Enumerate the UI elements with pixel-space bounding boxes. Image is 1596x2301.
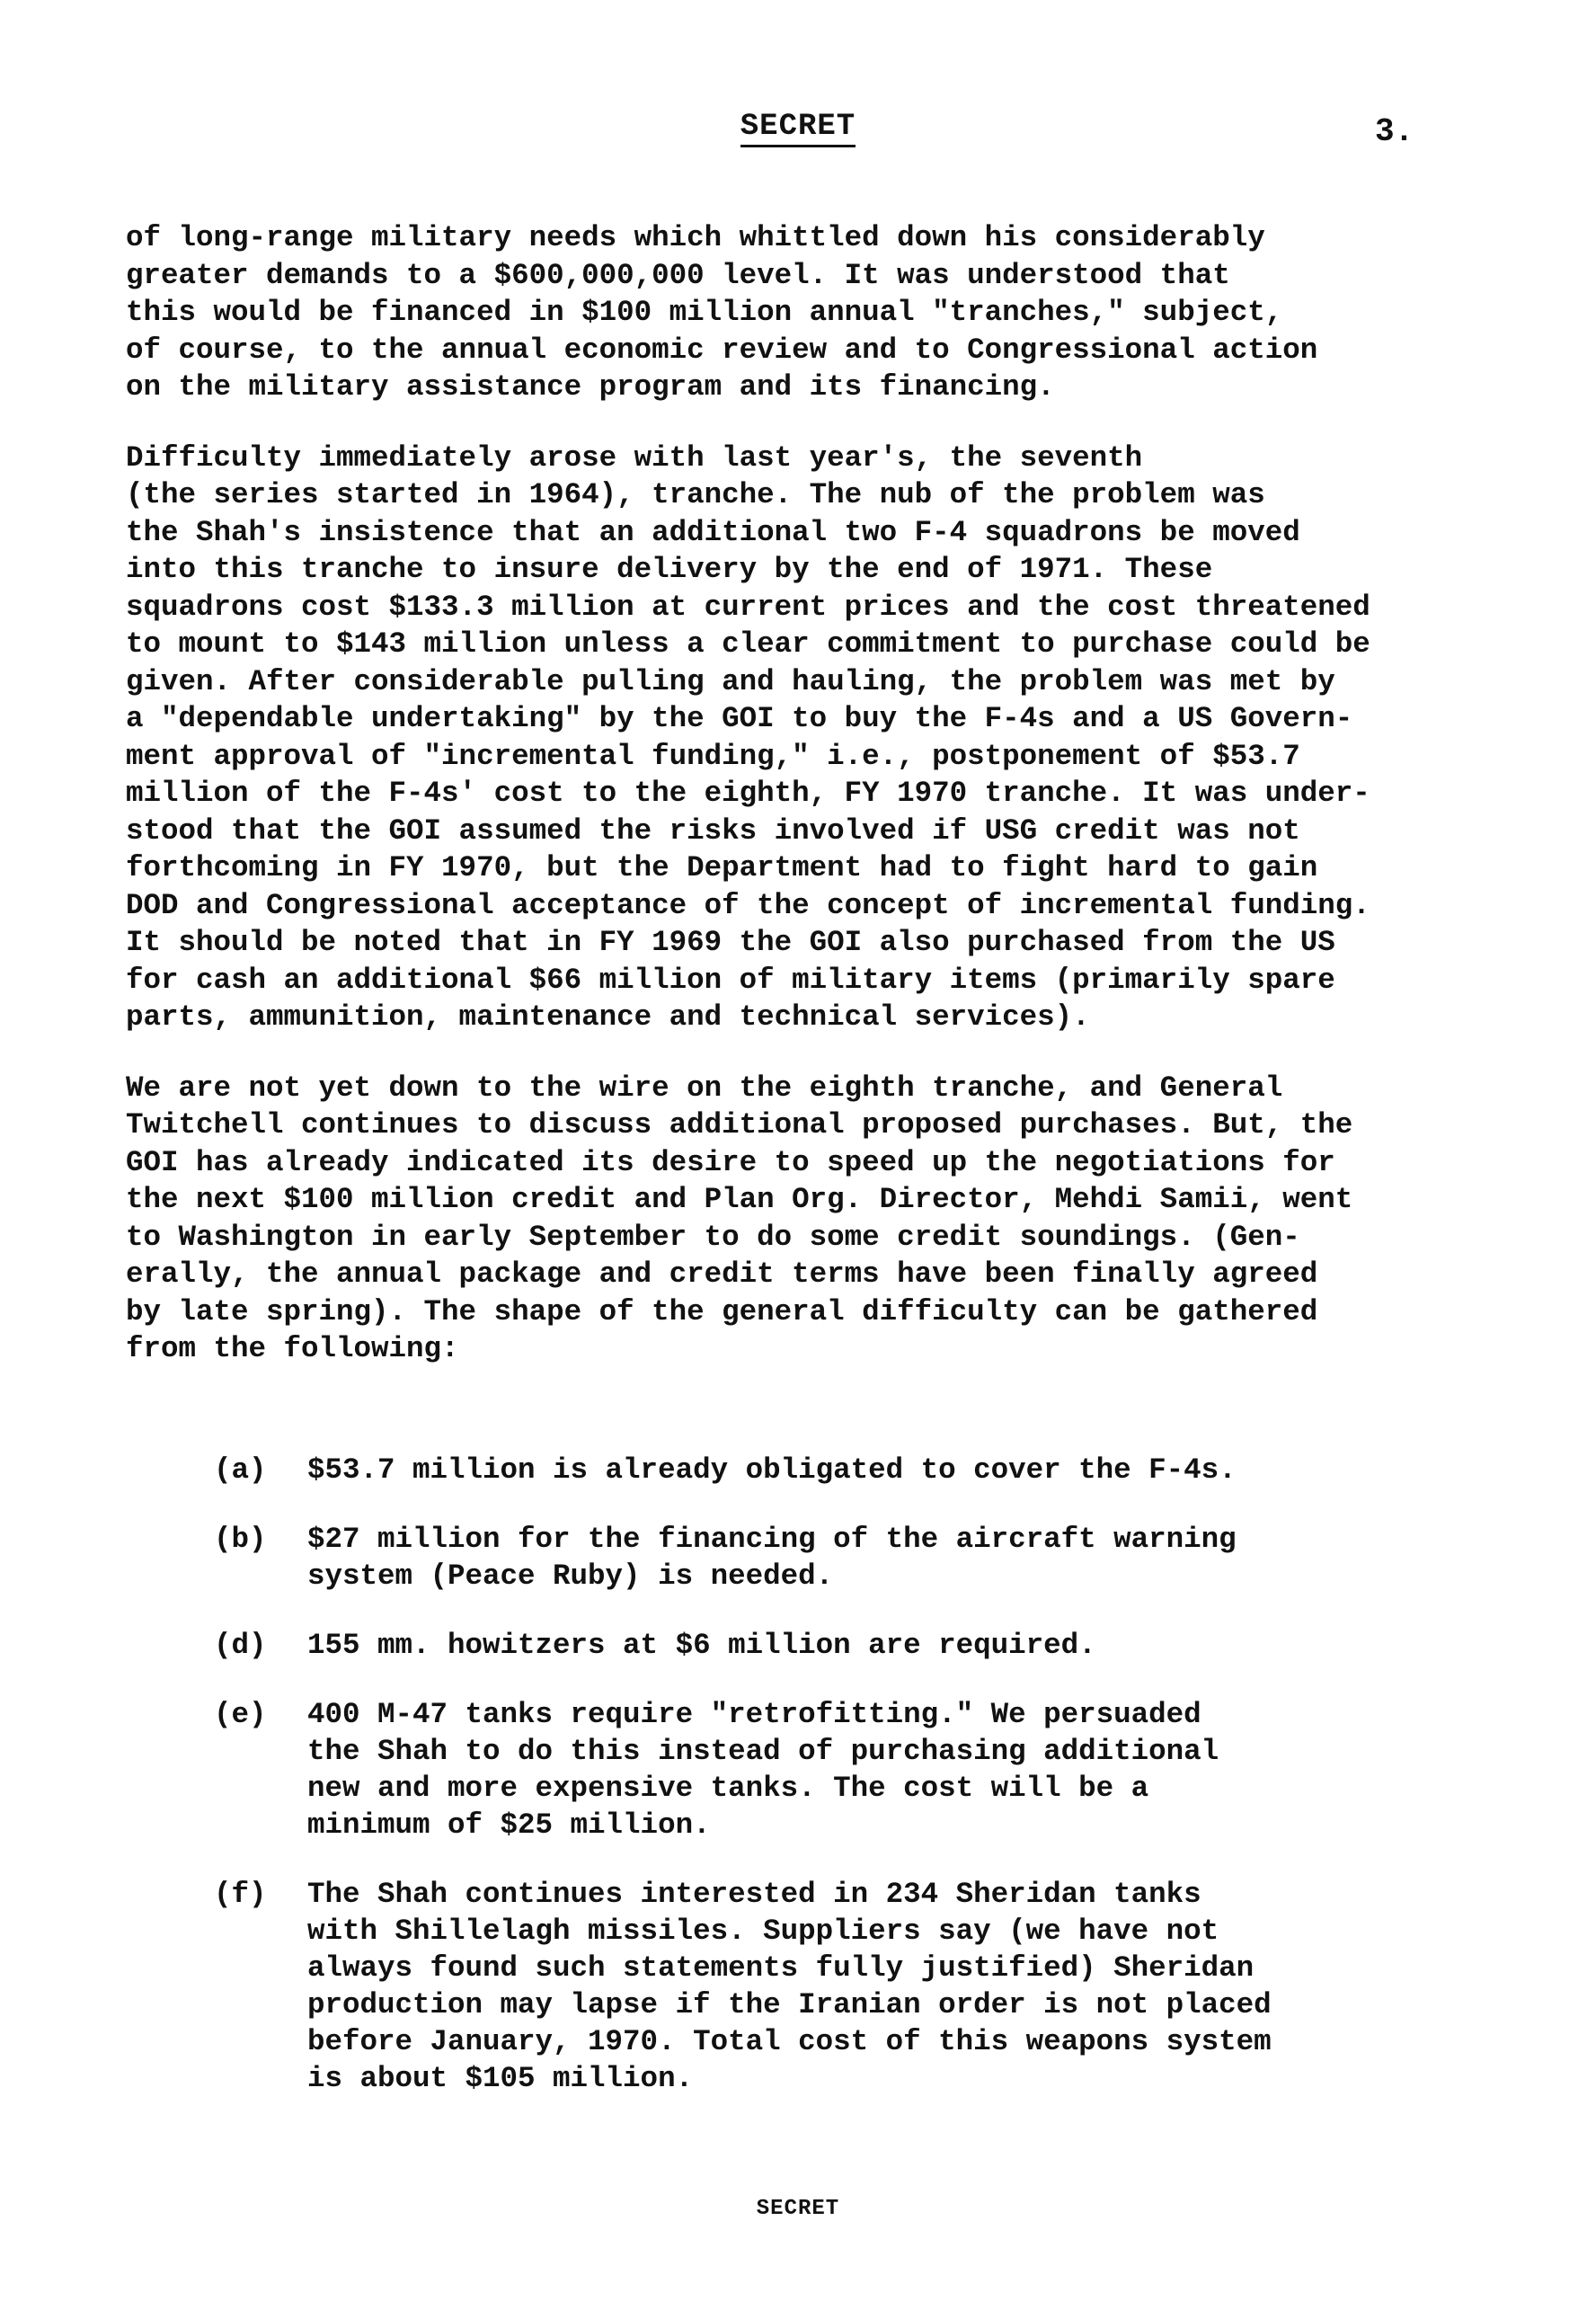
body-text — [126, 219, 1501, 1401]
list-item-text: $27 million for the financing of the aircraft warning system (Peace Ruby) is needed. — [307, 1523, 1237, 1593]
list-item-label: (a) — [214, 1453, 267, 1487]
paragraph-continuation: of long-range military needs which whittled down his considerably greater demands to a $600,000,000 level. It was understood that this would be financed in $100 million annual "tranches," subject, of course, to the annual economic review and to Congressional action on the military assistance program and its financing. — [126, 221, 1318, 404]
classification-header-label: SECRET — [740, 110, 856, 147]
list-item — [214, 1452, 1346, 1488]
classification-footer: SECRET — [756, 2197, 840, 2221]
list-item-label: (b) — [214, 1523, 267, 1556]
list-item-label: (e) — [214, 1698, 267, 1731]
list-item-label: (d) — [214, 1629, 267, 1662]
classification-header — [0, 110, 1596, 144]
list-item-label: (f) — [214, 1878, 267, 1911]
page-number: 3. — [1375, 113, 1414, 150]
paragraph-seventh-tranche: Difficulty immediately arose with last year's, the seventh (the series started in 1964), tranche. The nub of the problem was the Shah's insistence that an additional two F-4 squadrons be moved into this tranche to insure delivery by the end of 1971. These squadrons cost $133.3 million at current prices and the cost threatened to mount to $143 million unless a clear commitment to purchase could be given. After considerable pulling and hauling, the problem was met by a "dependable undertaking" by the GOI to buy the F-4s and a US Govern- ment approval of "incremental funding," i.e., postponement of $53.7 million of the F-4s' cost to the eighth, FY 1970 tranche. It was under- stood that the GOI assumed the risks involved if USG credit was not forthcoming in FY 1970, but the Department had to fight hard to gain DOD and Congressional acceptance of the concept of incremental funding. It should be noted that in FY 1969 the GOI also purchased from the US for cash an additional $66 million of military items (primarily spare parts, ammunition, maintenance and technical services). — [126, 440, 1370, 1034]
paragraph-eighth-tranche: We are not yet down to the wire on the eighth tranche, and General Twitchell continues to discuss additional proposed purchases. But, the GOI has already indicated its desire to speed up the negotiations for the next $100 million credit and Plan Org. Director, Mehdi Samii, went to Washington in early September to do some credit soundings. (Gen- erally, the annual package and credit terms have been finally agreed by late spring). The shape of the general difficulty can be gathered from the following: — [126, 1071, 1353, 1365]
list-item — [214, 1521, 1346, 1595]
list-item — [214, 1627, 1346, 1664]
list-item-text: The Shah continues interested in 234 Sheridan tanks with Shillelagh missiles. Suppliers say (we have not always found such statements fully justified) Sheridan production may lapse if the Iranian order is not placed before January, 1970. Total cost of this weapons system is about $105 million. — [307, 1878, 1272, 2095]
item-list — [214, 1452, 1346, 2129]
list-item — [214, 1876, 1346, 2097]
list-item — [214, 1696, 1346, 1843]
list-item-text: 155 mm. howitzers at $6 million are required. — [307, 1629, 1096, 1662]
list-item-text: 400 M-47 tanks require "retrofitting." We persuaded the Shah to do this instead of purchasing additional new and more expensive tanks. The cost will be a minimum of $25 million. — [307, 1698, 1219, 1842]
list-item-text: $53.7 million is already obligated to cover the F-4s. — [307, 1453, 1237, 1487]
